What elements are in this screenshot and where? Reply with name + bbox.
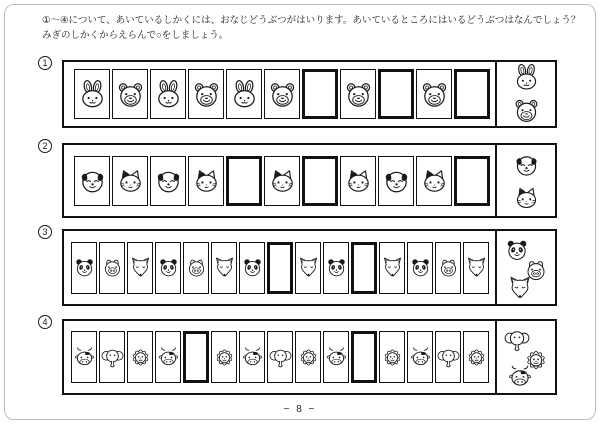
cat-face-icon bbox=[191, 165, 222, 196]
sequence-cell-rabbit bbox=[150, 69, 186, 119]
problem-number-badge: 4 bbox=[38, 315, 52, 329]
problem-row-2 bbox=[38, 143, 557, 218]
sequence-cell-fox bbox=[211, 242, 237, 294]
instructions-text bbox=[42, 13, 581, 43]
lion-face-icon bbox=[465, 346, 488, 369]
sequence-cell-fox bbox=[127, 242, 153, 294]
sequence-cell-bear bbox=[112, 69, 148, 119]
pig-face-icon bbox=[101, 256, 124, 279]
sequence-cell-panda bbox=[155, 242, 181, 294]
sequence-cell-cow bbox=[323, 331, 349, 383]
fox-face-icon bbox=[297, 256, 320, 279]
lion-face-icon bbox=[297, 346, 320, 369]
bear-face-icon bbox=[267, 79, 298, 110]
sequence-cell-elephant bbox=[99, 331, 125, 383]
sequence-cell-cat bbox=[264, 156, 300, 206]
cat-face-icon bbox=[343, 165, 374, 196]
choice-dog[interactable] bbox=[512, 150, 541, 179]
sequence-cell-cow bbox=[407, 331, 433, 383]
fox-face-icon bbox=[507, 275, 533, 301]
sequence-cell-rabbit bbox=[74, 69, 110, 119]
elephant-face-icon bbox=[101, 346, 124, 369]
sequence-cell-cow bbox=[155, 331, 181, 383]
sequence-cell-lion bbox=[295, 331, 321, 383]
sequence-cell-fox bbox=[379, 242, 405, 294]
empty-answer-cell[interactable] bbox=[226, 156, 262, 206]
answer-choices-box bbox=[495, 143, 557, 218]
dog-face-icon bbox=[381, 165, 412, 196]
instruction-line-2: みぎのしかくからえらんで○をしましょう。 bbox=[42, 30, 229, 41]
cow-face-icon bbox=[325, 346, 348, 369]
dog-face-icon bbox=[153, 165, 184, 196]
empty-answer-cell[interactable] bbox=[454, 156, 490, 206]
cow-face-icon bbox=[409, 346, 432, 369]
sequence-cell-panda bbox=[407, 242, 433, 294]
sequence-cell-bear bbox=[340, 69, 376, 119]
empty-answer-cell[interactable] bbox=[302, 69, 338, 119]
cow-face-icon bbox=[157, 346, 180, 369]
panda-face-icon bbox=[157, 256, 180, 279]
sequence-cell-cow bbox=[71, 331, 97, 383]
panda-face-icon bbox=[409, 256, 432, 279]
empty-answer-cell[interactable] bbox=[302, 156, 338, 206]
empty-answer-cell[interactable] bbox=[454, 69, 490, 119]
fox-face-icon bbox=[213, 256, 236, 279]
pig-face-icon bbox=[437, 256, 460, 279]
sequence-cell-lion bbox=[127, 331, 153, 383]
sequence-box bbox=[62, 319, 497, 395]
elephant-face-icon bbox=[269, 346, 292, 369]
problem-row-3 bbox=[38, 229, 557, 306]
choice-rabbit[interactable] bbox=[512, 63, 541, 92]
bear-face-icon bbox=[191, 79, 222, 110]
fox-face-icon bbox=[465, 256, 488, 279]
bear-face-icon bbox=[512, 96, 541, 125]
rabbit-face-icon bbox=[77, 79, 108, 110]
panda-face-icon bbox=[325, 256, 348, 279]
rabbit-face-icon bbox=[153, 79, 184, 110]
cat-face-icon bbox=[419, 165, 450, 196]
sequence-cell-panda bbox=[239, 242, 265, 294]
lion-face-icon bbox=[129, 346, 152, 369]
sequence-cell-pig bbox=[435, 242, 461, 294]
sequence-cell-rabbit bbox=[226, 69, 262, 119]
sequence-cell-dog bbox=[74, 156, 110, 206]
instruction-line-1: ①〜④について、あいているしかくには、おなじどうぶつがはいります。あいているところにはいるどうぶつはなんでしょう？ bbox=[42, 15, 581, 26]
sequence-cell-cat bbox=[340, 156, 376, 206]
pig-face-icon bbox=[185, 256, 208, 279]
bear-face-icon bbox=[343, 79, 374, 110]
answer-choices-box bbox=[495, 319, 557, 395]
cat-face-icon bbox=[267, 165, 298, 196]
empty-answer-cell[interactable] bbox=[267, 242, 293, 294]
sequence-cell-bear bbox=[416, 69, 452, 119]
cat-face-icon bbox=[512, 183, 541, 212]
panda-face-icon bbox=[241, 256, 264, 279]
cow-face-icon bbox=[73, 346, 96, 369]
sequence-box bbox=[62, 60, 497, 128]
sequence-cell-cow bbox=[239, 331, 265, 383]
dog-face-icon bbox=[77, 165, 108, 196]
problem-number-badge: 2 bbox=[38, 139, 52, 153]
fox-face-icon bbox=[381, 256, 404, 279]
sequence-cell-dog bbox=[150, 156, 186, 206]
sequence-cell-cat bbox=[188, 156, 224, 206]
sequence-box bbox=[62, 229, 497, 306]
answer-choices-box bbox=[495, 229, 557, 306]
problem-number-badge: 3 bbox=[38, 225, 52, 239]
empty-answer-cell[interactable] bbox=[351, 242, 377, 294]
sequence-cell-lion bbox=[379, 331, 405, 383]
empty-answer-cell[interactable] bbox=[351, 331, 377, 383]
problem-row-4 bbox=[38, 319, 557, 395]
rabbit-face-icon bbox=[229, 79, 260, 110]
choice-fox[interactable] bbox=[507, 275, 533, 301]
panda-face-icon bbox=[73, 256, 96, 279]
sequence-cell-elephant bbox=[435, 331, 461, 383]
problem-row-1 bbox=[38, 60, 557, 128]
sequence-cell-cat bbox=[112, 156, 148, 206]
sequence-cell-pig bbox=[183, 242, 209, 294]
bear-face-icon bbox=[419, 79, 450, 110]
page-number: − 8 − bbox=[283, 404, 317, 415]
empty-answer-cell[interactable] bbox=[183, 331, 209, 383]
bear-face-icon bbox=[115, 79, 146, 110]
sequence-cell-bear bbox=[264, 69, 300, 119]
sequence-cell-pig bbox=[99, 242, 125, 294]
sequence-cell-elephant bbox=[267, 331, 293, 383]
choice-cat[interactable] bbox=[512, 183, 541, 212]
sequence-cell-panda bbox=[71, 242, 97, 294]
cat-face-icon bbox=[115, 165, 146, 196]
sequence-cell-lion bbox=[211, 331, 237, 383]
rabbit-face-icon bbox=[512, 63, 541, 92]
elephant-face-icon bbox=[437, 346, 460, 369]
sequence-cell-lion bbox=[463, 331, 489, 383]
choice-cow[interactable] bbox=[507, 364, 533, 390]
dog-face-icon bbox=[512, 150, 541, 179]
fox-face-icon bbox=[129, 256, 152, 279]
sequence-cell-fox bbox=[463, 242, 489, 294]
lion-face-icon bbox=[213, 346, 236, 369]
sequence-cell-dog bbox=[378, 156, 414, 206]
choice-bear[interactable] bbox=[512, 96, 541, 125]
answer-choices-box bbox=[495, 60, 557, 128]
problem-number-badge: 1 bbox=[38, 56, 52, 70]
sequence-cell-cat bbox=[416, 156, 452, 206]
sequence-cell-bear bbox=[188, 69, 224, 119]
cow-face-icon bbox=[241, 346, 264, 369]
sequence-cell-panda bbox=[323, 242, 349, 294]
sequence-cell-fox bbox=[295, 242, 321, 294]
sequence-box bbox=[62, 143, 497, 218]
cow-face-icon bbox=[507, 364, 533, 390]
empty-answer-cell[interactable] bbox=[378, 69, 414, 119]
lion-face-icon bbox=[381, 346, 404, 369]
